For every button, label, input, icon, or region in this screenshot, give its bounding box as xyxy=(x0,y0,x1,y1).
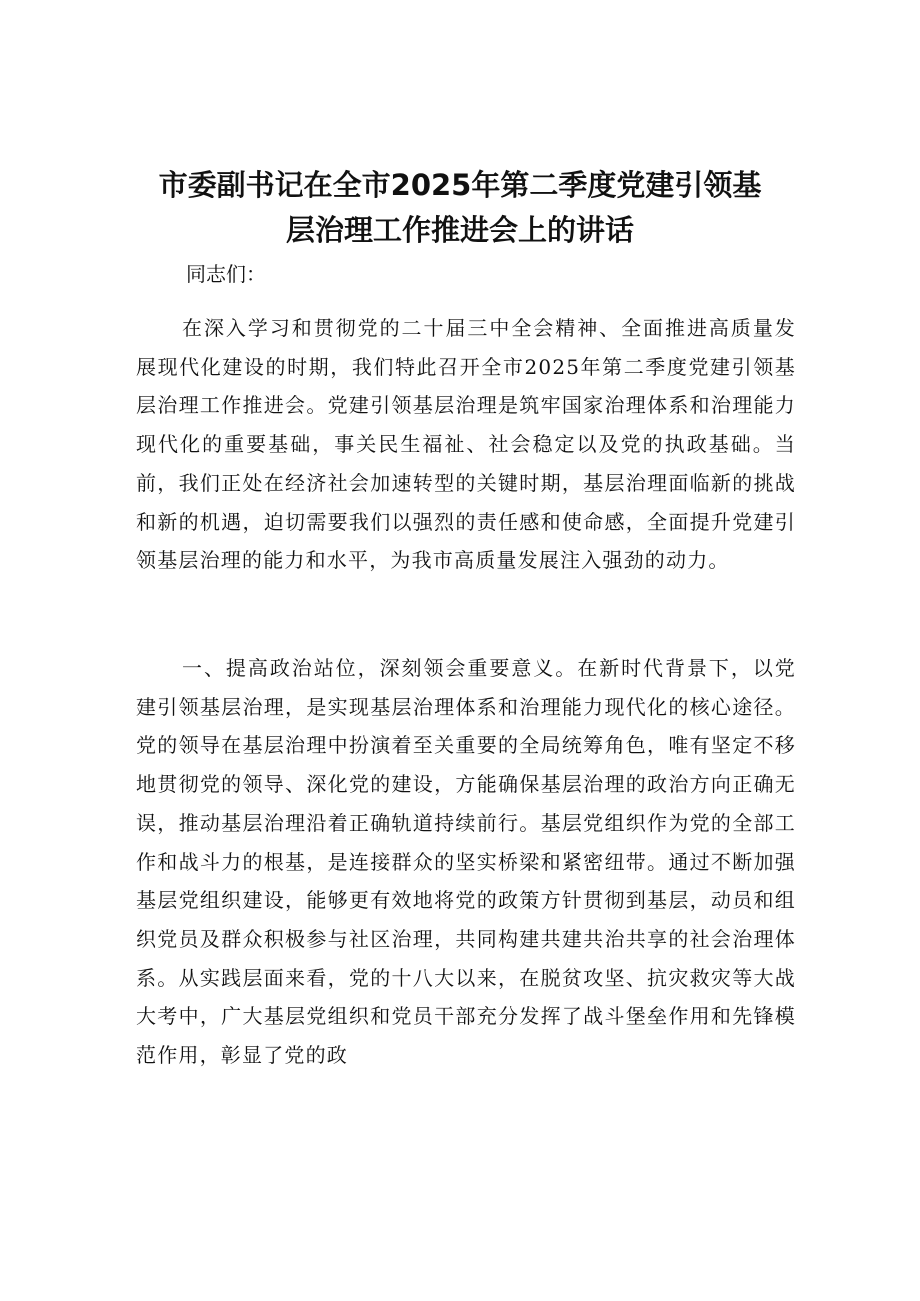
body-paragraph-intro: 在深入学习和贯彻党的二十届三中全会精神、全面推进高质量发展现代化建设的时期，我们特此召开全市2025年第二季度党建引领基层治理工作推进会。党建引领基层治理是筑牢国家治理体系和治理能力现代化的重要基础，事关民生福祉、社会稳定以及党的执政基础。当前，我们正处在经济社会加速转型的关键时期，基层治理面临新的挑战和新的机遇，迫切需要我们以强烈的责任感和使命感，全面提升党建引领基层治理的能力和水平，为我市高质量发展注入强劲的动力。 xyxy=(136,316,796,573)
title-line-1: 市委副书记在全市2025年第二季度党建引领基 xyxy=(158,168,762,202)
salutation: 同志们： xyxy=(186,262,266,286)
body-paragraph-section-one: 一、提高政治站位，深刻领会重要意义。在新时代背景下，以党建引领基层治理，是实现基层治理体系和治理能力现代化的核心途径。党的领导在基层治理中扮演着至关重要的全局统筹角色，唯有坚定不移地贯彻党的领导、深化党的建设，方能确保基层治理的政治方向正确无误，推动基层治理沿着正确轨道持续前行。基层党组织作为党的全部工作和战斗力的根基，是连接群众的坚实桥梁和紧密纽带。通过不断加强基层党组织建设，能够更有效地将党的政策方针贯彻到基层，动员和组织党员及群众积极参与社区治理，共同构建共建共治共享的社会治理体系。从实践层面来看，党的十八大以来，在脱贫攻坚、抗灾救灾等大战大考中，广大基层党组织和党员干部充分发挥了战斗堡垒作用和先锋模范作用，彰显了党的政 xyxy=(136,656,796,1068)
title-line-2: 层治理工作推进会上的讲话 xyxy=(285,213,634,247)
document-title xyxy=(120,163,800,253)
